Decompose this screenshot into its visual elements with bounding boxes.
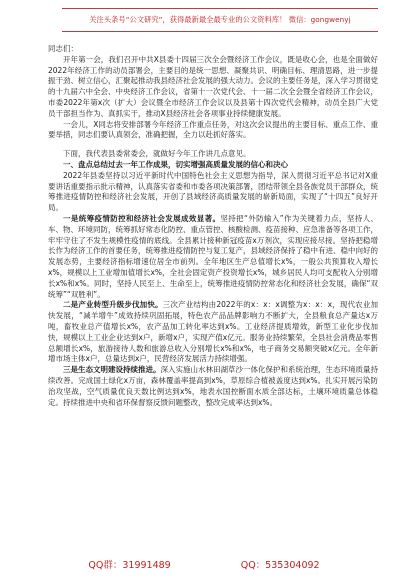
point-3-body: 深入实施山水林田湖草沙一体化保护和系统治理，生态环境质量持续改善。完成国土绿化x万亩，森林覆盖率提高到x%，草原综合植被盖度达到x%。扎实开展污染防治攻坚战，空气质量优良天数比例达到x%，地表水国控断面水质全部达标，土壤环境质量总体稳定。持续推进中央和省环保督察反馈问题整改，整改完成率达到x%。: [48, 365, 378, 407]
qq-number-text: QQ：535304092: [240, 560, 320, 571]
footer-contact: [0, 558, 408, 574]
document-body: [48, 44, 378, 408]
greeting: 同志们：: [48, 44, 78, 53]
point-2-lead: 二是产业转型升级步伐加快。: [63, 300, 163, 310]
paragraph-arrangement: 一会儿，X同志将安排部署今年经济工作重点任务，对这次会议提出的主要目标、重点工作、重要举措，同志们要认真领会，准确把握，全力以赴抓好落实。: [48, 119, 378, 140]
paragraph-intro: 下面，我代表县委常委会，就做好今年工作讲几点意见。: [63, 149, 251, 159]
qq-group-text: QQ群：31991489: [88, 560, 171, 571]
point-3-lead: 三是生态文明建设持续推进。: [63, 365, 161, 375]
point-1-body: 坚持把“外防输入”作为关键着力点，坚持人、车、物、环境同防，统筹抓好常态化防控、重点管控、核酸检测、疫苗接种、应急准备等各项工作，牢牢守住了不发生规模性疫情的底线。全县累计接种新冠疫苗x万剂次，实现应接尽接。坚持把稳增长作为经济工作的首要任务，统筹推进疫情防控与复工复产，县域经济保持了稳中有进、稳中向好的发展态势，主要经济指标增速位居全市前列。全年地区生产总值增长x%，一般公共预算收入增长x%，规模以上工业增加值增长x%，全社会固定资产投资增长x%，城乡居民人均可支配收入分别增长x%和x%。同时，坚持人民至上、生命至上，统筹推进疫情防控常态化和经济社会发展，确保“双统筹”“双胜利”。: [48, 213, 378, 299]
paragraph-review: 2022年县委坚持以习近平新时代中国特色社会主义思想为指导，深入贯彻习近平总书记对X重要讲话重要指示批示精神，认真落实省委和市委各项决策部署，团结带领全县各族党员干部群众，统筹推进疫情防控和经济社会发展，开创了县域经济高质量发展的崭新局面，实现了“十四五”良好开局。: [48, 170, 378, 213]
paragraph-point-2: [48, 300, 378, 365]
section-heading-1: 一、盘点总结过去一年工作成果，切实增强高质量发展的信心和决心: [63, 159, 288, 169]
paragraph-point-3: [48, 365, 378, 408]
paragraph-opening: 开年第一会，我们召开中共X县委十四届三次全会暨经济工作会议，既是收心会，也是全面做好2022年经济工作的动员部署会，主要目的是统一思想、凝聚共识、明确目标、理清思路，进一步提振干劲、树立信心，汇聚起推动我县经济社会发展的强大动力。会议的主要任务是，深入学习贯彻党的十九届六中全会、中央经济工作会议，省第十一次党代会、十一届二次全会暨全省经济工作会议，市委2022年第x次（扩大）会议暨全市经济工作会议以及县第十四次党代会精神，动员全县广大党员干部担当作为、真抓实干，推动X县经济社会各项事业持续健康发展。: [48, 54, 378, 118]
point-1-lead: 一是统筹疫情防控和经济社会发展成效显著。: [63, 213, 221, 223]
point-2-body: 三次产业结构由2022年的x：x：x调整为x：x：x，现代农业加快发展，“减羊增牛”成效持续巩固拓展，特色农产品品牌影响力不断扩大，全县粮食总产量达x万吨，畜牧业总产值增长x%，农产品加工转化率达到x%。工业经济提质增效，新型工业化步伐加快，规模以上工业企业达到x户，新增x户，实现产值x亿元。服务业持续繁荣，全县社会消费品零售总额增长x%，旅游接待人数和旅游总收入分别增长x%和x%，电子商务交易额突破x亿元。全年新增市场主体x户，总量达到x户，民营经济发展活力持续增强。: [48, 300, 379, 364]
header-banner: 关注头条号“公文研究”，获得最新最全最专业的公文资料库！ 微信：gongwenyj: [62, 8, 378, 32]
paragraph-point-1: [48, 214, 378, 300]
